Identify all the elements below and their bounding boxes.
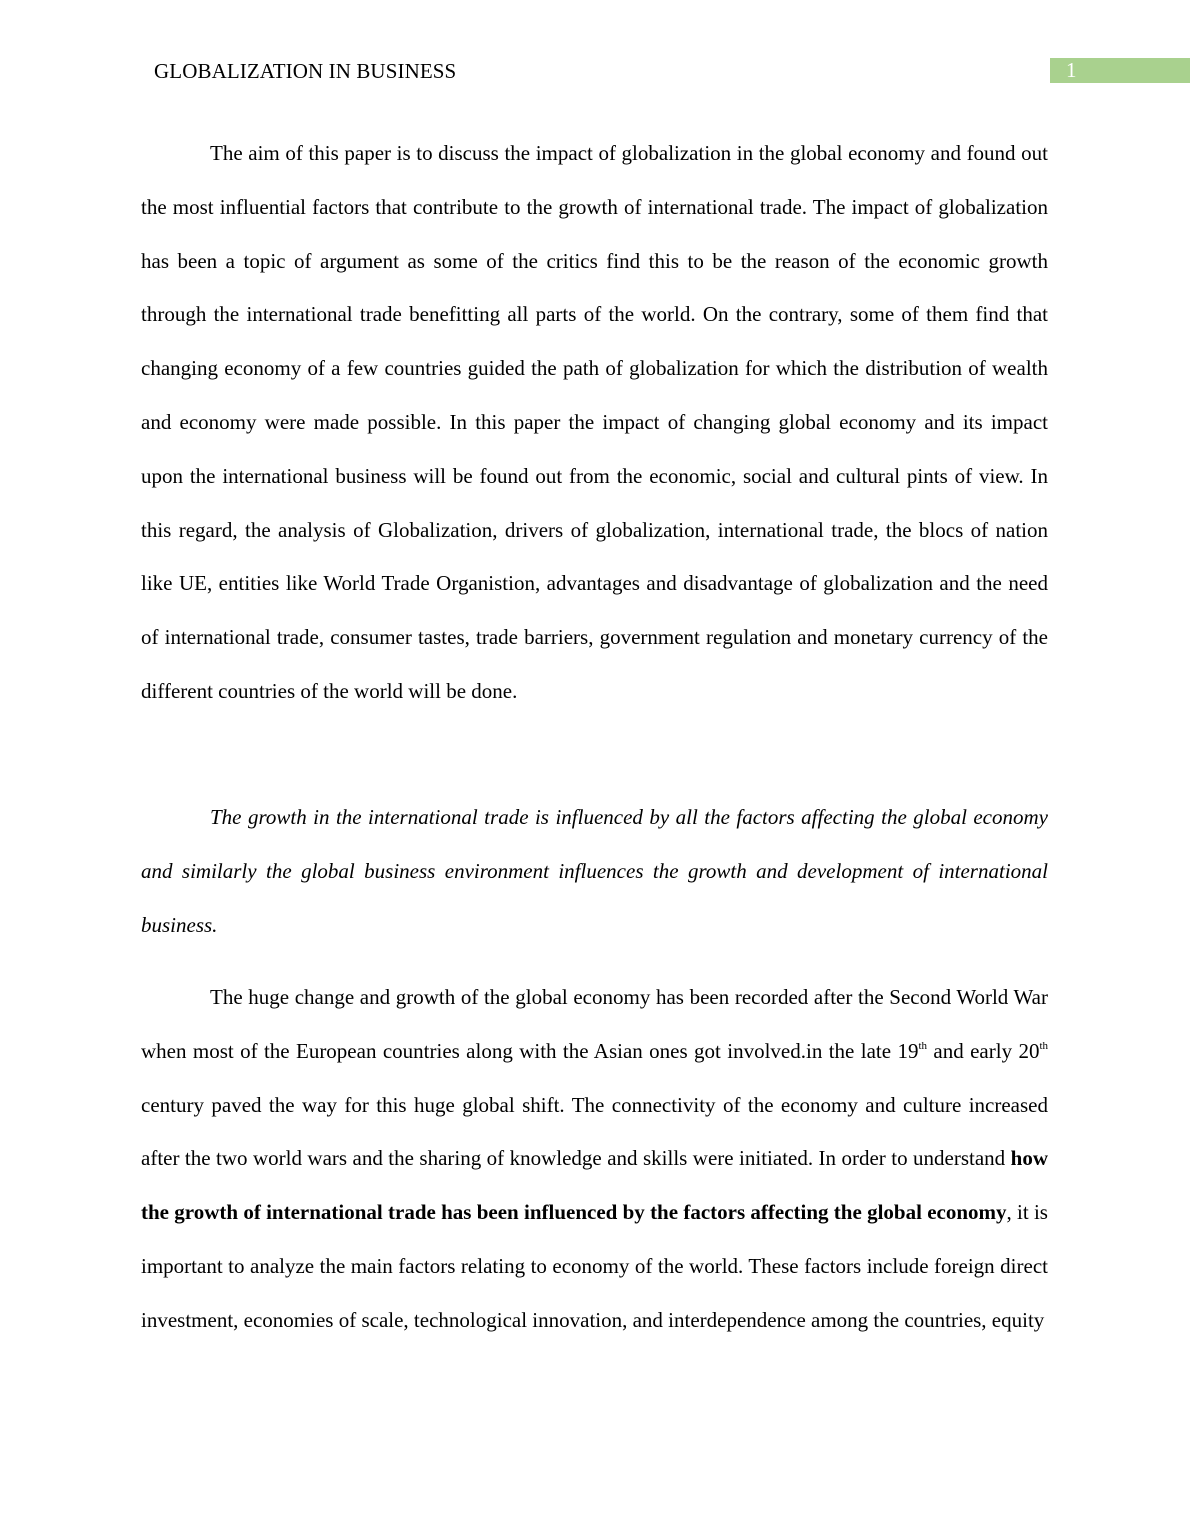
- paragraph-text-part-4: , it is important to analyze the main factors relating to economy of the world. These factors include foreign direct investment, economies of scale, technological innovation, and interdependence among the countries, equity: [141, 1200, 1048, 1332]
- paragraph-text-part-1: The huge change and growth of the global economy has been recorded after the Second World War when most of the European countries along with the Asian ones got involved.in the late 19: [141, 985, 1048, 1063]
- superscript-th-2: th: [1039, 1039, 1049, 1052]
- running-header-title: GLOBALIZATION IN BUSINESS: [154, 59, 457, 83]
- superscript-th-1: th: [918, 1039, 928, 1052]
- page-number: 1: [1066, 58, 1077, 82]
- paragraph-text-part-2: and early 20: [927, 1038, 1040, 1063]
- paragraph-thesis-text: The growth in the international trade is influenced by all the factors affecting the global economy and similarly the global business environment influences the growth and development of international business.: [141, 805, 1048, 937]
- paragraph-global-economy: [141, 971, 1048, 1348]
- page-number-bar: [1050, 58, 1190, 83]
- paragraph-bold-emphasis: how the growth of international trade has been influenced by the factors affecting the global economy: [141, 1146, 1048, 1225]
- paragraph-text-part-3: century paved the way for this huge global shift. The connectivity of the economy and culture increased after the two world wars and the sharing of knowledge and skills were initiated. In order to understand: [141, 1092, 1048, 1171]
- paragraph-introduction-text: The aim of this paper is to discuss the impact of globalization in the global economy and found out the most influential factors that contribute to the growth of international trade. The impact of globalization has been a topic of argument as some of the critics find this to be the reason of the economic growth through the international trade benefitting all parts of the world. On the contrary, some of them find that changing economy of a few countries guided the path of globalization for which the distribution of wealth and economy were made possible. In this paper the impact of changing global economy and its impact upon the international business will be found out from the economic, social and cultural pints of view. In this regard, the analysis of Globalization, drivers of globalization, international trade, the blocs of nation like UE, entities like World Trade Organistion, advantages and disadvantage of globalization and the need of international trade, consumer tastes, trade barriers, government regulation and monetary currency of the different countries of the world will be done.: [141, 141, 1048, 703]
- paragraph-thesis-italic: [141, 791, 1048, 952]
- paragraph-introduction: [141, 127, 1048, 719]
